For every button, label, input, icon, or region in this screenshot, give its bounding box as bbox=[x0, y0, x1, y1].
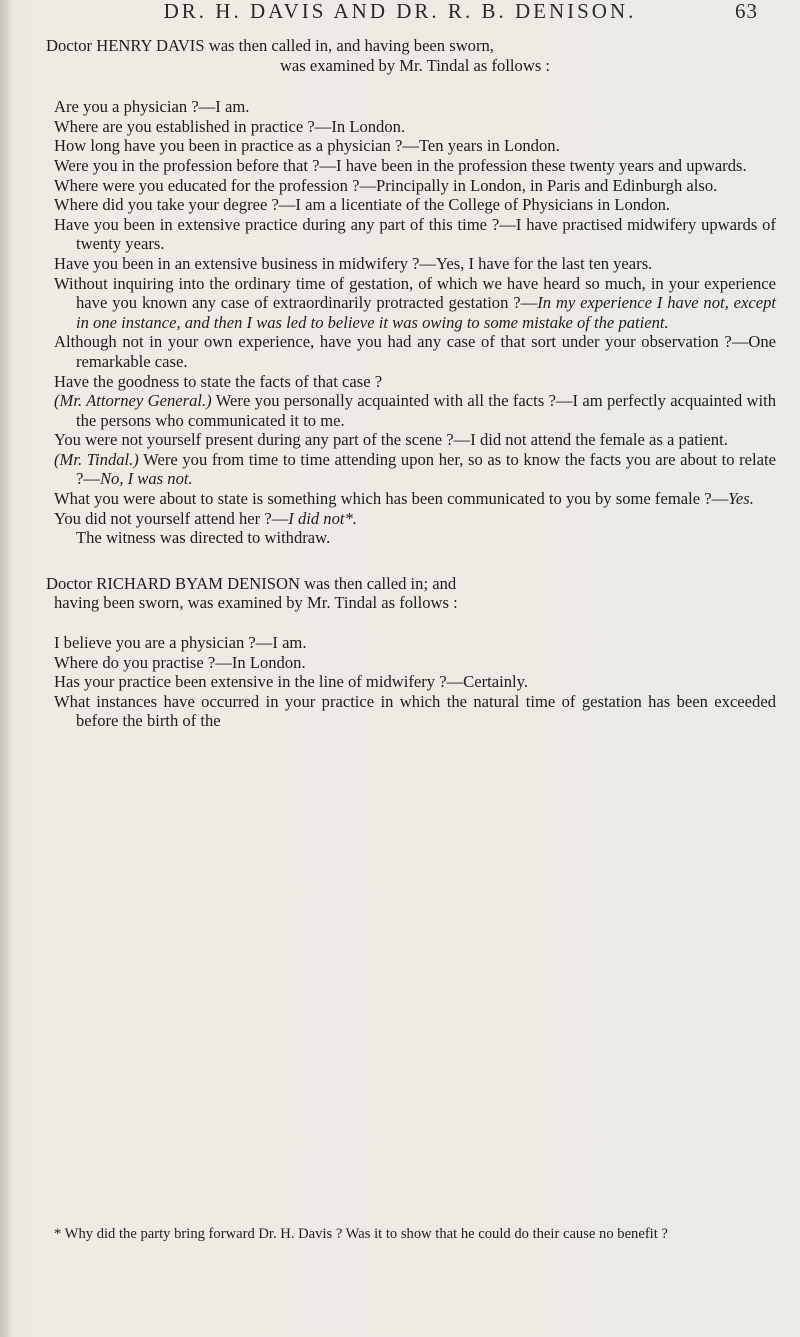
question-text: You did not yourself attend her ?— bbox=[54, 508, 289, 528]
question-text: What you were about to state is something which has been communicated to you by some female ?— bbox=[54, 489, 729, 509]
page-number: 63 bbox=[735, 0, 758, 23]
speaker-label: (Mr. Tindal.) bbox=[54, 449, 139, 469]
testimony-paragraph-attorney bbox=[54, 391, 776, 430]
page-body bbox=[46, 36, 777, 731]
testimony-paragraph: Have you been in extensive practice during any part of this time ?—I have practised midwifery upwards of twenty years. bbox=[54, 214, 776, 254]
testimony-paragraph: Where do you practise ?—In London. bbox=[54, 652, 306, 672]
intro-line: having been sworn, was examined by Mr. Tindal as follows : bbox=[54, 593, 458, 613]
witness-intro-davis bbox=[46, 36, 776, 56]
testimony-paragraph: You were not yourself present during any part of the scene ?—I did not attend the female as a patient. bbox=[54, 430, 728, 450]
question-text: Without inquiring into the ordinary time of gestation, of which we have heard so much, in your experience have you known any case of extraordinarily protracted gestation ?— bbox=[54, 273, 776, 313]
testimony-paragraph-attend bbox=[54, 509, 776, 529]
speaker-label: (Mr. Attorney General.) bbox=[54, 391, 212, 411]
testimony-paragraph: Where were you educated for the profession ?—Principally in London, in Paris and Edinburgh also. bbox=[54, 175, 718, 195]
testimony-paragraph: Has your practice been extensive in the line of midwifery ?—Certainly. bbox=[54, 672, 528, 692]
scan-edge bbox=[0, 0, 12, 1337]
testimony-paragraph: Have the goodness to state the facts of that case ? bbox=[54, 371, 383, 391]
withdraw-note: The witness was directed to withdraw. bbox=[76, 528, 331, 548]
testimony-paragraph: Were you in the profession before that ?—I have been in the profession these twenty years and upwards. bbox=[54, 155, 747, 175]
question-text: Were you personally acquainted with all the facts ?—I am perfectly acquainted with the persons who communicated it to me. bbox=[76, 391, 776, 430]
witness-intro-denison-cont bbox=[54, 593, 776, 613]
footnote: * Why did the party bring forward Dr. H. Davis ? Was it to show that he could do their cause no benefit ? bbox=[54, 1226, 668, 1242]
testimony-paragraph: I believe you are a physician ?—I am. bbox=[54, 633, 307, 653]
running-title: DR. H. DAVIS AND DR. R. B. DENISON. bbox=[163, 0, 637, 23]
testimony-paragraph-communicated bbox=[54, 489, 776, 509]
answer-text: Yes. bbox=[728, 489, 754, 509]
answer-text: I did not*. bbox=[288, 508, 357, 528]
witness-intro-davis-cont bbox=[54, 56, 776, 76]
testimony-paragraph-gestation bbox=[54, 274, 776, 333]
testimony-paragraph: How long have you been in practice as a physician ?—Ten years in London. bbox=[54, 136, 560, 156]
witness-intro-denison bbox=[46, 574, 776, 594]
running-head bbox=[0, 0, 800, 26]
answer-text: No, I was not. bbox=[99, 469, 193, 489]
intro-line: Doctor HENRY DAVIS was then called in, and having been sworn, bbox=[46, 36, 494, 55]
testimony-paragraph: Are you a physician ?—I am. bbox=[54, 97, 250, 117]
testimony-paragraph: Where did you take your degree ?—I am a licentiate of the College of Physicians in London. bbox=[54, 195, 671, 215]
testimony-paragraph-tindal bbox=[54, 450, 776, 489]
testimony-paragraph: Have you been in an extensive business in midwifery ?—Yes, I have for the last ten years. bbox=[54, 253, 653, 273]
testimony-paragraph: What instances have occurred in your practice in which the natural time of gestation has been exceeded before the birth of the bbox=[54, 691, 776, 731]
intro-line: Doctor RICHARD BYAM DENISON was then called in; and bbox=[46, 573, 457, 593]
testimony-paragraph: Although not in your own experience, have you had any case of that sort under your observation ?—One remarkable case. bbox=[54, 332, 776, 371]
answer-text: In my experience I have not, except in one instance, and then I was led to believe it was owing to some mistake of the patient. bbox=[76, 293, 777, 332]
testimony-paragraph: Where are you established in practice ?—In London. bbox=[54, 116, 406, 136]
intro-line: was examined by Mr. Tindal as follows : bbox=[279, 55, 551, 75]
question-text: Were you from time to time attending upon her, so as to know the facts you are about to relate ?— bbox=[76, 449, 776, 489]
